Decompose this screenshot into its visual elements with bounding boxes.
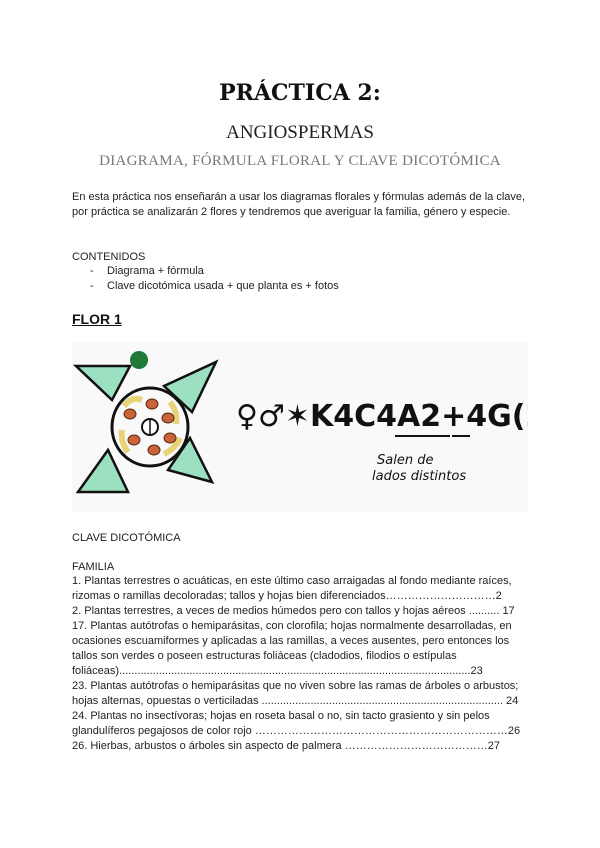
- key-entry: 26. Hierbas, arbustos o árboles sin aspecto de palmera …………………………………27: [72, 740, 500, 752]
- list-item: [90, 264, 339, 279]
- dichotomous-key: [72, 574, 528, 754]
- key-entry: 17. Plantas autótrofas o hemiparásitas, con clorofila; hojas normalmente desarrolladas, en ocasiones escuamiformes y aplicadas a las ramillas, a veces ausentes, pero entonces los tallos son verdes o poseen estructuras foliáceas (cladodios, filodios o estípulas foliáceas)...................................................................................................................23: [72, 620, 512, 677]
- intro-paragraph: En esta práctica nos enseñarán a usar los diagramas florales y fórmulas además de la clave, por práctica se analizarán 2 flores y tendremos que averiguar la familia, género y especie.: [72, 191, 526, 218]
- anther: [148, 445, 160, 455]
- petal: [124, 399, 142, 406]
- key-entry: 1. Plantas terrestres o acuáticas, en este último caso arraigadas al fondo mediante raíces, rizomas o ramillas decoloradas; tallos y hojas bien diferenciados…………………………2: [72, 575, 512, 602]
- page-subtitle: ANGIOSPERMAS: [226, 122, 374, 143]
- anther: [162, 413, 174, 423]
- section-heading-flor-1: FLOR 1: [72, 311, 122, 327]
- floral-diagram-figure: [72, 342, 528, 512]
- sepal-top-left: [76, 366, 130, 400]
- page-title: PRÁCTICA 2:: [219, 80, 381, 106]
- floral-diagram-drawing: [72, 342, 528, 512]
- list-item-text: Clave dicotómica usada + que planta es + fotos: [107, 280, 339, 292]
- floral-formula: ♀♂✶K4C4A2+4G(2): [236, 399, 528, 434]
- anther: [124, 409, 136, 419]
- contents-list: [90, 264, 339, 294]
- petal: [122, 430, 128, 452]
- key-entry: 2. Plantas terrestres, a veces de medios húmedos pero con tallos y hojas aéreos .......... 17: [72, 605, 515, 617]
- contents-heading: CONTENIDOS: [72, 251, 146, 263]
- formula-annotation-line-2: lados distintos: [372, 469, 467, 484]
- anther: [164, 433, 176, 443]
- formula-annotation-line-1: Salen de: [377, 453, 434, 468]
- key-entry: 23. Plantas autótrofas o hemiparásitas que no viven sobre las ramas de árboles o arbustos; hojas alternas, opuestas o verticiladas ............................................................................... 24: [72, 680, 519, 707]
- list-item: [90, 279, 339, 294]
- list-bullet: -: [90, 265, 94, 277]
- anther: [146, 399, 158, 409]
- list-item-text: Diagrama + fórmula: [107, 265, 204, 277]
- key-entry: 24. Plantas no insectívoras; hojas en roseta basal o no, sin tacto grasiento y sin pelos glandulíferos pegajosos de color rojo ……………………………………………………………26: [72, 710, 521, 737]
- anther: [128, 435, 140, 445]
- axis-dot-icon: [130, 351, 148, 369]
- page-subtitle-secondary: DIAGRAMA, FÓRMULA FLORAL Y CLAVE DICOTÓMICA: [99, 153, 501, 169]
- list-bullet: -: [90, 280, 94, 292]
- familia-heading: FAMILIA: [72, 561, 115, 573]
- clave-heading: CLAVE DICOTÓMICA: [72, 532, 181, 544]
- sepal-bottom-left: [78, 450, 128, 492]
